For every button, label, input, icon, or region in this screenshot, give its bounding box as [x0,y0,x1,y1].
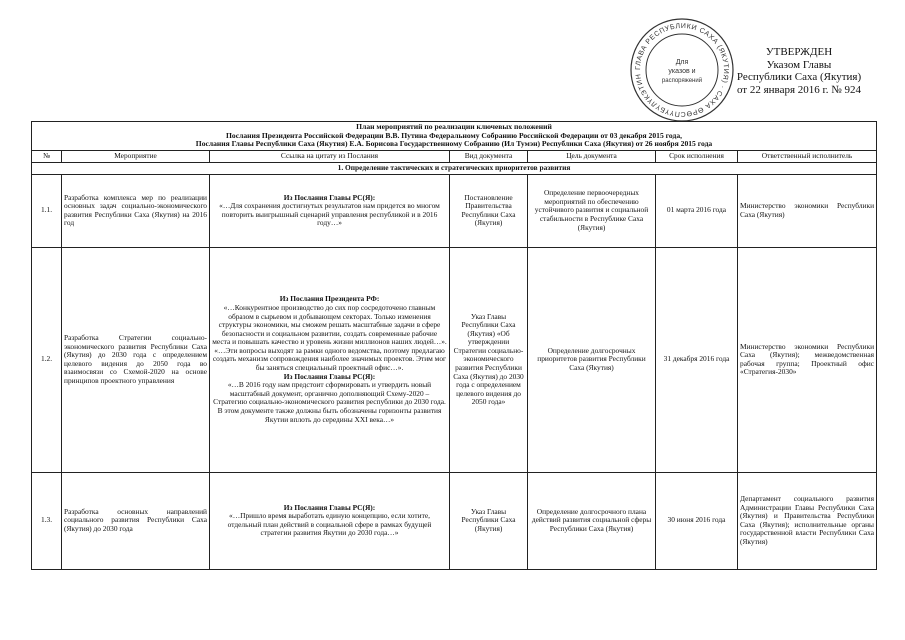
col-event: Мероприятие [62,150,210,162]
title-line-2: Послания Президента Российской Федерации В.В. Путина Федеральному Собранию Российской Федерации от 03 декабря 2015 года, [226,130,683,140]
approval-date: от 22 января 2016 г. № 924 [736,83,862,96]
row-responsible: Министерство экономики Республики Саха (Якутия); межведомственная рабочая группа; Проектный офис «Стратегия-2030» [738,247,877,472]
row-doc-type: Указ Главы Республики Саха (Якутия) [450,472,528,569]
row-number: 1.2. [32,247,62,472]
table-header [32,150,877,162]
document-title [32,122,877,151]
table-row [32,472,877,569]
row-goal: Определение долгосрочных приоритетов развития Республики Саха (Якутия) [528,247,656,472]
col-quote: Ссылка на цитату из Послания [210,150,450,162]
quote-text-2: «…Эти вопросы выходят за рамки одного ведомства, поэтому предлагаю создать механизм сопровождения наиболее значимых проектов. Этим мог бы заняться специальный проектный офис…». [212,345,447,373]
section-title: 1. Определение тактических и стратегических приоритетов развития [32,162,877,174]
svg-text:распоряжений: распоряжений [661,78,703,84]
col-term: Срок исполнения [656,150,738,162]
quote-source: Из Послания Президента РФ: [279,294,380,304]
table-row [32,247,877,472]
row-quote [210,472,450,569]
col-num: № [32,150,62,162]
row-goal: Определение долгосрочного плана действий развития социальной сферы Республики Саха (Якутия) [528,472,656,569]
section-row [32,162,877,174]
quote-text-3: «…В 2016 году нам предстоит сформировать и утвердить новый масштабный документ, органично дополняющий Схему-2020 – Стратегию социально-экономического развития республики до 2030 года. В этом документе также должны быть обозначены горизонты развития Якутии вплоть до середины XXI века…» [213,380,446,424]
table-row [32,174,877,247]
svg-text:Для: Для [675,59,689,66]
svg-text:указов и: указов и [668,68,696,75]
row-term: 31 декабря 2016 года [656,247,738,472]
row-event: Разработка Стратегии социально-экономического развития Республики Саха (Якутия) до 2030 года с определением целевого видения до 2050 года во взаимосвязи со Схемой-2020 на основе принципов проектного управления [62,247,210,472]
quote-text: «…Пришло время выработать единую концепцию, если хотите, отдельный план действий в социальной сфере в рамках будущей стратегии развития Якутии до 2030 года…» [227,511,432,538]
col-goal: Цель документа [528,150,656,162]
quote-source-2: Из Послания Главы РС(Я): [283,371,376,381]
row-event: Разработка комплекса мер по реализации основных задач социально-экономического развития Республики Саха (Якутия) на 2016 год [62,174,210,247]
title-line-1: План мероприятий по реализации ключевых положений [356,122,552,131]
approval-stamp [704,46,894,96]
row-number: 1.3. [32,472,62,569]
col-doc-type: Вид документа [450,150,528,162]
quote-source: Из Послания Главы РС(Я): [283,192,376,202]
row-term: 01 марта 2016 года [656,174,738,247]
row-doc-type: Постановление Правительства Республики Саха (Якутия) [450,174,528,247]
row-responsible: Департамент социального развития Администрации Главы Республики Саха (Якутия) и Правительства Республики Саха (Якутия); исполнительные органы государственной власти Республики Саха (Якутия) [738,472,877,569]
row-event: Разработка основных направлений социального развития Республики Саха (Якутия) до 2030 года [62,472,210,569]
row-responsible: Министерство экономики Республики Саха (Якутия) [738,174,877,247]
quote-text: «…Для сохранения достигнутых результатов нам придется во многом повторить выигрышный сценарий управления республикой и в 2016 году…» [219,201,440,228]
svg-text:ГЛАВА РЕСПУБЛИКИ САХА (ЯКУТИЯ): ГЛАВА РЕСПУБЛИКИ САХА (ЯКУТИЯ) · САХА ӨРӨСПҮҮБҮЛҮКЭТИН [634,22,730,118]
row-number: 1.1. [32,174,62,247]
approval-decree: Указом Главы [766,58,832,71]
row-term: 30 июня 2016 года [656,472,738,569]
row-quote [210,247,450,472]
approval-republic: Республики Саха (Якутия) [736,71,862,83]
approval-title: УТВЕРЖДЕН [765,46,833,58]
title-line-3: Послания Главы Республики Саха (Якутия) Е.А. Борисова Государственному Собранию (Ил Тумэн) Республики Саха (Якутия) от 26 ноября 2015 года [195,139,713,149]
col-responsible: Ответственный исполнитель [738,150,877,162]
quote-source: Из Послания Главы РС(Я): [283,502,376,512]
quote-text: «…Конкурентное производство до сих пор сосредоточено главным образом в сырьевом и добывающем секторах. Только изменения структуры экономики, мы сможем решать масштабные задачи в сфере безопасности и социальном развитии, создать современные рабочие места и повышать качество и уровень жизни миллионов наших людей…». [212,302,447,347]
row-doc-type: Указ Главы Республики Саха (Якутия) «Об утверждении Стратегии социально-экономического развития Республики Саха (Якутия) до 2030 года с определением целевого видения до 2050 года» [450,247,528,472]
row-quote [210,174,450,247]
row-goal: Определение первоочередных мероприятий по обеспечению устойчивого развития и социальной стабильности в Республике Саха (Якутия) [528,174,656,247]
plan-table [31,121,877,570]
